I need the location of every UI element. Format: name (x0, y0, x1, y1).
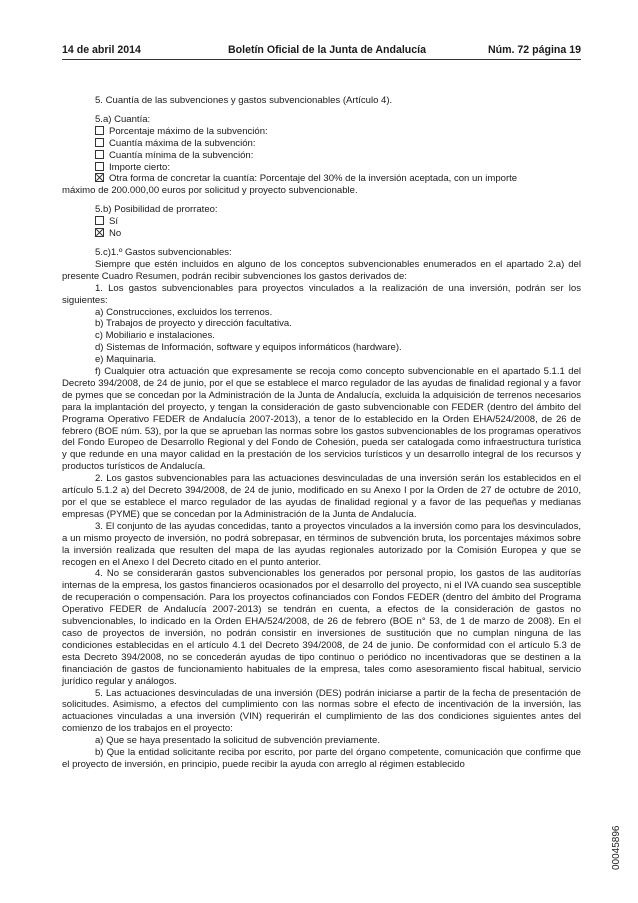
list-item-c: c) Mobiliario e instalaciones. (95, 330, 215, 342)
paragraph-4: 4. No se considerarán gastos subvencionables los generados por personal propio, los gastos de las auditorías internas de la empresa, los gastos financieros ocasionados por el desarrollo del proyecto, ni el IVA cuando sea susceptible de recuperación o compensación. Para los proyectos cofinanciados con Fondos FEDER (dentro del ámbito del Programa Operativo FEDER de Andalucía 2007-2013) se tendrán en cuenta, a efectos de la consideración de gastos no subvencionables, lo indicado en la Orden EHA/524/2008, de 26 de febrero (BOE n° 53, de 1 de marzo de 2008). En el caso de proyectos de inversión, no podrán consistir en inversiones de sustitución que no cumplan ninguna de las condiciones establecidas en el artículo 4.1 del Decreto 394/2008, de 24 de junio. De conformidad con el artículo 5.3 de esta Decreto 394/2008, no se concederán ayudas de tipo continuo o periódico no incentivadoras que se destinen a la financiación de gastos de funcionamiento habituales de la empresa, tales como asesoramiento fiscal habitual, servicio jurídico regular y análogos. (62, 568, 581, 687)
gastos-subvencionables-label: 5.c)1.º Gastos subvencionables: (95, 246, 232, 258)
checkbox-checked-icon (95, 228, 104, 237)
header-rule (62, 59, 581, 60)
list-item-f: f) Cualquier otra actuación que expresamente se recoja como concepto subvencionable en el apartado 5.1.1 del Decreto 394/2008, de 24 de junio, por el que se establece el marco regulador de las ayudas de finalidad regional y a favor de pymes que se concedan por la Administración de la Junta de Andalucía, excluida la adquisición de terrenos necesarios para la implantación del proyecto, y tengan la consideración de gasto subvencionable con FEDER (dentro del ámbito del Programa Operativo FEDER de Andalucía 2007-2013), a tenor de lo establecido en la Orden EHA/524/2008, de 26 de febrero (BOE núm. 53), por la que se aprueban las normas sobre los gastos subvencionables de los programas operativos del Fondo Europeo de Desarrollo Regional y del Fondo de Cohesión, pueda ser catalogada como infraestructura turística y que redunde en una mayor calidad en la prestación de los servicios turísticos y un desarrollo integral de los recursos y productos turísticos de Andalucía. (62, 366, 581, 473)
cuantia-option-otra: Otra forma de concretar la cuantía: Porcentaje del 30% de la inversión aceptada, con un importe (62, 173, 581, 185)
cuantia-option-minima: Cuantía mínima de la subvención: (62, 150, 581, 162)
paragraph-5-a: a) Que se haya presentado la solicitud de subvención previamente. (95, 735, 380, 747)
cuantia-option-maxima: Cuantía máxima de la subvención: (62, 138, 581, 150)
paragraph-1: 1. Los gastos subvencionables para proyectos vinculados a la realización de una inversión, podrán ser los siguientes: (62, 282, 581, 306)
checkbox-unchecked-icon (95, 126, 104, 135)
checkbox-unchecked-icon (95, 216, 104, 225)
checkbox-unchecked-icon (95, 162, 104, 171)
paragraph-5: 5. Las actuaciones desvinculadas de una inversión (DES) podrán iniciarse a partir de la fecha de presentación de solicitudes. Asimismo, a efectos del cumplimiento con las normas sobre el efecto de incentivación de la inversión, las actuaciones vinculadas a una inversión (VIN) requerirán el cumplimiento de las dos condiciones siguientes antes del comienzo de los trabajos en el proyecto: (62, 687, 581, 735)
paragraph-5-b: b) Que la entidad solicitante reciba por escrito, por parte del órgano competente, comunicación que confirme que el proyecto de inversión, en principio, puede recibir la ayuda con arreglo al régimen establecido (62, 747, 581, 770)
checkbox-unchecked-icon (95, 150, 104, 159)
prorrateo-label: 5.b) Posibilidad de prorrateo: (95, 204, 218, 216)
header-publication: Boletín Oficial de la Junta de Andalucía (228, 44, 426, 56)
prorrateo-option-si: Sí (62, 216, 581, 228)
section-5-title: 5. Cuantía de las subvenciones y gastos subvencionables (Artículo 4). (95, 95, 393, 106)
list-item-a: a) Construcciones, excluidos los terrenos. (95, 306, 273, 318)
header-date: 14 de abril 2014 (62, 44, 141, 56)
list-item-d: d) Sistemas de Información, software y equipos informáticos (hardware). (95, 342, 402, 354)
cuantia-option-otra-continued: máximo de 200.000,00 euros por solicitud y proyecto subvencionable. (62, 185, 358, 197)
list-item-b: b) Trabajos de proyecto y dirección facultativa. (95, 318, 292, 330)
checkbox-checked-icon (95, 173, 104, 182)
cuantia-option-porcentaje: Porcentaje máximo de la subvención: (62, 126, 581, 138)
paragraph-intro: Siempre que estén incluidos en alguno de los conceptos subvencionables enumerados en el apartado 2.a) del presente Cuadro Resumen, podrán recibir subvenciones los gastos derivados de: (62, 258, 581, 282)
cuantia-label: 5.a) Cuantía: (95, 113, 151, 125)
header-issue-page: Núm. 72 página 19 (487, 44, 581, 56)
paragraph-2: 2. Los gastos subvencionables para las actuaciones desvinculadas de una inversión serán los establecidos en el artículo 5.1.2 a) del Decreto 394/2008, de 24 de junio, modificado en su Anexo I por la Orden de 27 de octubre de 2010, por el que se establece el marco regulador de las ayudas de finalidad regional y a favor de las pequeñas y medianas empresas (PYME) que se concedan por la Administración de la Junta de Andalucía. (62, 473, 581, 520)
paragraph-3: 3. El conjunto de las ayudas concedidas, tanto a proyectos vinculados a la inversión como para los desvinculados, a un mismo proyecto de inversión, no podrá sobrepasar, en términos de subvención bruta, los porcentajes máximos sobre la inversión realizada que resulten del mapa de las ayudas regionales autorizado por la Comisión Europea y que se recogen en el Anexo I del Decreto citado en el punto anterior. (62, 520, 581, 568)
prorrateo-option-no: No (62, 228, 581, 240)
list-item-e: e) Maquinaria. (95, 354, 157, 366)
checkbox-unchecked-icon (95, 138, 104, 147)
cuantia-option-importe: Importe cierto: (62, 162, 581, 174)
document-body (62, 95, 581, 771)
side-reference-code: 00045896 (611, 825, 622, 870)
